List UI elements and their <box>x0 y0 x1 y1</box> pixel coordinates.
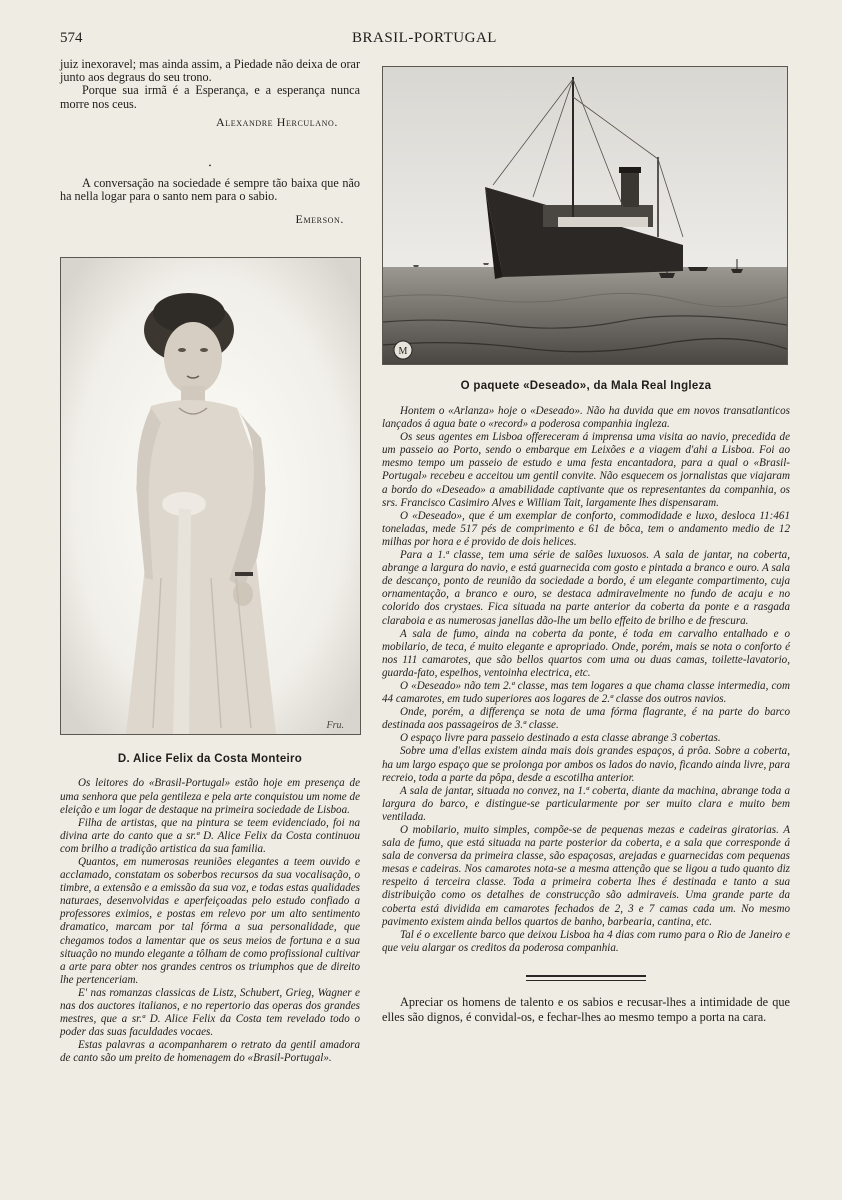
ship-photo <box>382 66 788 365</box>
portrait-photo <box>60 257 361 735</box>
article-paragraph: A sala de fumo, ainda na coberta da ponte, é toda em carvalho entalhado e o mobilario, de teca, é muito elegante e apropriado. Onde, porém, mais se nota o conforto é nos 111 camarotes, que são bellos quartos com uma ou duas camas, toilette-lavatorio, guarda-fato, espelhos, ventoinha electrica, etc. <box>382 627 790 679</box>
closing-quote: Apreciar os homens de talento e os sabios e recusar-lhes a intimidade de que elles são dignos, é convidal-os, e fechar-lhes ao mesmo tempo a porta na cara. <box>382 994 790 1024</box>
quote-author-emerson: Emerson. <box>295 212 344 227</box>
running-title: BRASIL-PORTUGAL <box>352 30 497 46</box>
ship-article <box>382 405 790 955</box>
article-paragraph: Filha de artistas, que na pintura se teem evidenciado, foi na divina arte do canto que a sr.ª D. Alice Felix da Costa continuou com brilho a tradição artistica da sua familia. <box>60 816 360 855</box>
right-column <box>382 66 790 1025</box>
quote-line: Porque sua irmã é a Esperança, e a esperança nunca morre nos ceus. <box>60 83 360 111</box>
article-paragraph: Estas palavras a acompanharem o retrato da gentil amadora de canto são um preito de homenagem do «Brasil-Portugal». <box>60 1039 360 1065</box>
herculano-quote <box>60 58 360 111</box>
article-paragraph: O «Deseado» não tem 2.ª classe, mas tem logares a que chama classe intermedia, com 44 camarotes, em tudo superiores aos logares de 2.ª classe dos outros navios. <box>382 679 790 706</box>
article-paragraph: O «Deseado», que é um exemplar de conforto, commodidade e luxo, desloca 11:461 toneladas, mede 517 pés de comprimento e 61 de bôca, tem o andamento medio de 12 milhas por hora e é provido de dois helices. <box>382 509 790 548</box>
star-ornament: • <box>208 161 212 170</box>
portrait-article <box>60 777 360 1065</box>
article-paragraph: Para a 1.ª classe, tem uma série de salões luxuosos. A sala de jantar, na coberta, abrange a largura do navio, e está guarnecida com gosto e pintada a branco e ouro. A sala de descanço, ponto de reunião da sociedade a bordo, é um elegante compartimento, cuja ornamentação, a branco e ouro, se destaca admiravelmente no fundo de acaju e no colorido dos crystaes. Fica situada na parte anterior da coberta da ponte e a rasgada claraboia e as numerosas janellas dão-lhe um bello effeito de brilho e de frescura. <box>382 549 790 627</box>
quote-author-herculano: Alexandre Herculano. <box>216 114 338 129</box>
ship-caption: O paquete «Deseado», da Mala Real Ingleza <box>460 380 712 392</box>
quote-text: A conversação na sociedade é sempre tão baixa que não ha nella logar para o santo nem para o sabio. <box>60 176 360 204</box>
article-paragraph: A sala de jantar, situada no convez, na 1.ª coberta, diante da machina, abrange toda a largura do barco, e distingue-se particularmente por ser muito clara e muito bem ventilada. <box>382 784 790 823</box>
article-paragraph: Tal é o excellente barco que deixou Lisboa ha 4 dias com rumo para o Rio de Janeiro e que veiu alargar os creditos da poderosa companhia. <box>382 928 790 954</box>
section-divider <box>382 975 790 981</box>
svg-text:M: M <box>398 346 408 357</box>
portrait-caption: D. Alice Felix da Costa Monteiro <box>117 753 303 766</box>
ship-image <box>383 67 787 364</box>
left-column <box>60 58 360 1065</box>
page-number: 574 <box>60 30 83 46</box>
divider-rule-thin <box>526 980 646 981</box>
divider-rule-thick <box>526 975 646 977</box>
article-paragraph: Sobre uma d'ellas existem ainda mais dois grandes espaços, á prôa. Sobre a coberta, ha um largo espaço que se prolonga por ambos os lados do navio, ficando ainda livre, para recreio, toda a parte da pôpa, desde a escotilha anterior. <box>382 745 790 784</box>
article-paragraph: O mobilario, muito simples, compõe-se de pequenas mezas e cadeiras giratorias. A sala de fumo, que está situada na parte posterior da coberta, e a sala que corresponde á sala de conversa da primeira classe, são espaçosas, arejadas e guarnecidas com pequenas mesas e cadeiras. Nos camarotes nota-se a mesma attenção que se ligou a tudo quanto diz respeito á terceira classe. Toda a primeira coberta lhes é destinada e tanto a sua distribuição como os detalhes de construcção são admiraveis. Uma grande parte da coberta está dividida em camarotes fechados de 2, 3 e 7 camas cada um. No mesmo pavimento existem ainda bellos quartos de banho, barbearia, cantina, etc. <box>382 824 790 928</box>
article-paragraph: Hontem o «Arlanza» hoje o «Deseado». Não ha duvida que em novos transatlanticos lançados á agua bate o «record» a poderosa companhia ingleza. <box>382 405 790 431</box>
article-paragraph: Os seus agentes em Lisboa offereceram á imprensa uma visita ao navio, precedida de um passeio ao Porto, sendo o embarque em Leixões e a viagem d'ahi a Lisboa. Foi ao mesmo tempo um passeio de estudo e uma festa encantadora, para a qual o «Brasil-Portugal» recebeu e acceitou um gentil convite. Não esquecem os jornalistas que viajaram a bordo do «Deseado» a amabilidade captivante que os representantes da companhia, os srs. Francisco Casimiro Alves e William Tait, largamente lhes dispensaram. <box>382 431 790 509</box>
emerson-quote <box>60 160 360 204</box>
portrait-image <box>61 258 360 734</box>
article-paragraph: Os leitores do «Brasil-Portugal» estão hoje em presença de uma senhora que pela gentileza e pela arte conquistou um nome de eleição e um logar de destaque na primeira sociedade de Lisboa. <box>60 777 360 816</box>
article-paragraph: Onde, porém, a differença se nota de uma fórma flagrante, é na parte do barco destinada aos passageiros de 3.ª classe. <box>382 706 790 732</box>
article-paragraph: O espaço livre para passeio destinado a esta classe abrange 3 cobertas. <box>400 732 721 745</box>
photo-signature: Fru. <box>326 720 344 732</box>
article-paragraph: E' nas romanzas classicas de Listz, Schubert, Grieg, Wagner e nas dos auctores italianos, e no repertorio das operas dos grandes mestres, que a sr.ª D. Alice Felix da Costa tem revelado todo o poder das suas faculdades vocaes. <box>60 986 360 1039</box>
quote-line: juiz inexoravel; mas ainda assim, a Piedade não deixa de orar junto aos degraus do seu trono. <box>60 57 360 85</box>
article-paragraph: Quantos, em numerosas reuniões elegantes a teem ouvido e acclamado, constatam os soberbos recursos da sua vocalisação, o timbre, a extensão e a emissão da sua voz, e todas estas qualidades naturaes, desenvolvidas e aperfeiçoadas pelo estudo confiado a professores eximios, e postas em relevo por um alto sentimento dramatico, marcam por tal fórma a sua personalidade, que chegamos todos a lamentar que os seus meios de fortuna e a sua situação no mundo elegante a tôlham de como profissional cultivar a arte para obter nos grandes centros os triumphos que de direito lhe pertenceriam. <box>60 855 360 986</box>
